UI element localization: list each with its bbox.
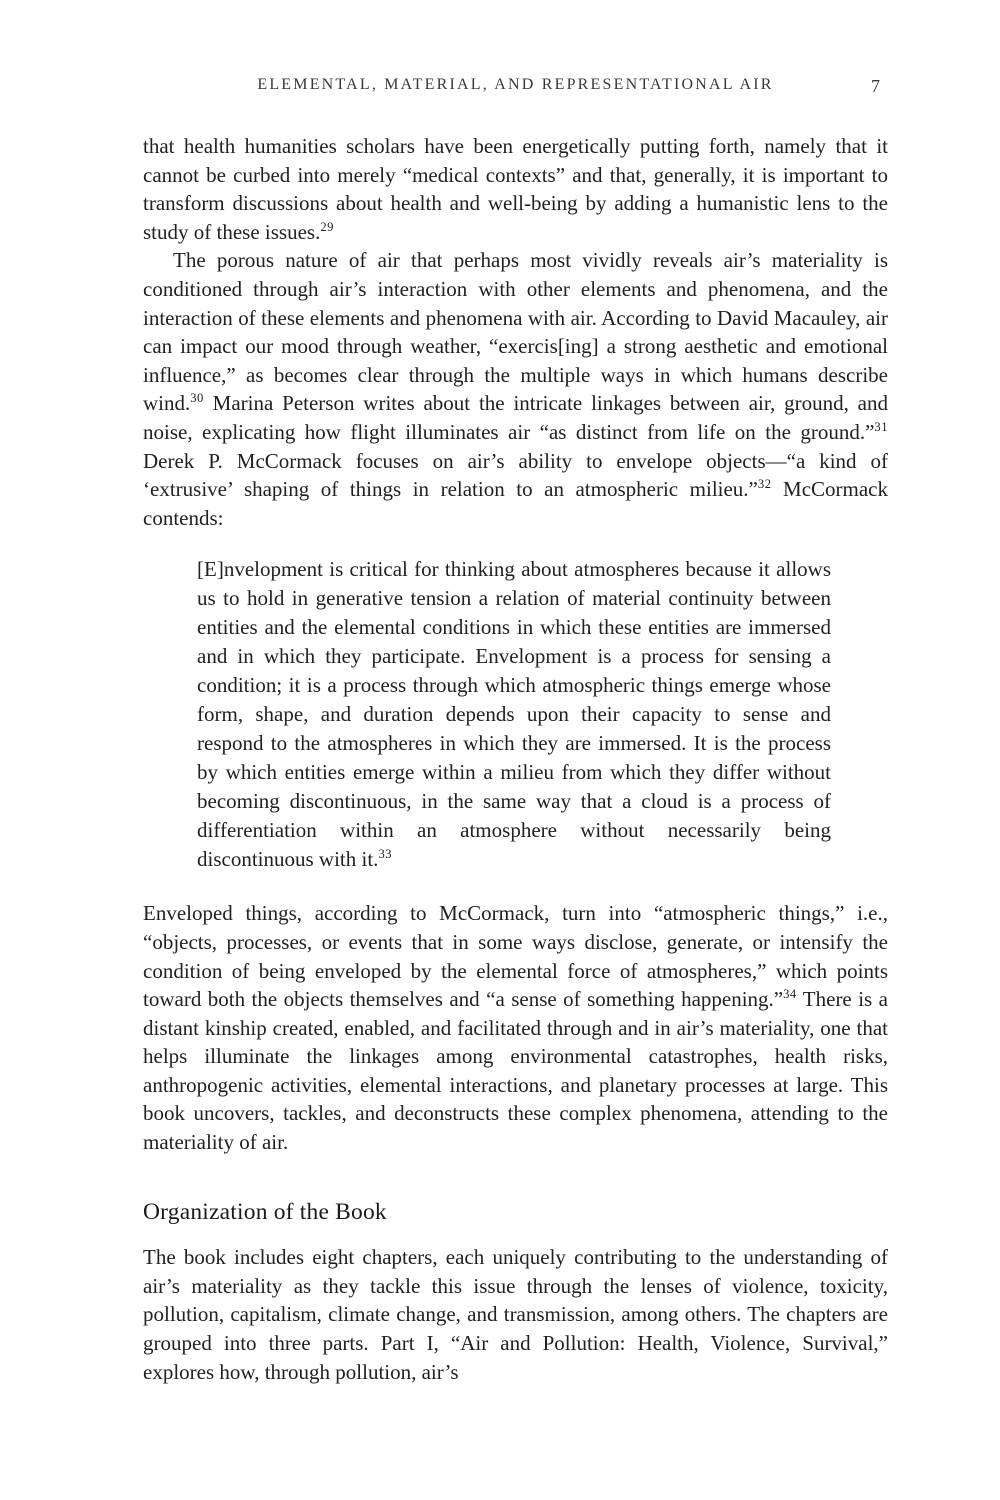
page-header [143, 76, 888, 100]
footnote-ref-32: 32 [757, 477, 772, 492]
paragraph-text: Marina Peterson writes about the intricate linkages between air, ground, and noise, explicating how flight illuminates air “as distinct from life on the ground.” [143, 391, 888, 444]
page-body [143, 132, 888, 1386]
quote-text: [E]nvelopment is critical for thinking about atmospheres because it allows us to hold in generative tension a relation of material continuity between entities and the elemental conditions in which these entities are immersed and in which they participate. Envelopment is a process for sensing a condition; it is a process through which atmospheric things emerge whose form, shape, and duration depends upon their capacity to sense and respond to the atmospheres in which they are immersed. It is the process by which entities emerge within a milieu from which they differ without becoming discontinuous, in the same way that a cloud is a process of differentiation within an atmosphere without necessarily being discontinuous with it. [197, 557, 831, 872]
paragraph-book-overview [143, 1243, 888, 1386]
paragraph-enveloped-things [143, 899, 888, 1156]
page-number: 7 [871, 76, 880, 96]
paragraph-text: that health humanities scholars have been energetically putting forth, namely that it cannot be curbed into merely “medical contexts” and that, generally, it is important to transform discussions about health and well-being by adding a humanistic lens to the study of these issues. [143, 134, 888, 244]
block-quote-mccormack [197, 555, 831, 874]
footnote-ref-33: 33 [378, 847, 393, 862]
paragraph-porous-air [143, 246, 888, 532]
paragraph-continuation [143, 132, 888, 246]
section-heading-organization: Organization of the Book [143, 1198, 387, 1225]
paragraph-text: The porous nature of air that perhaps most vividly reveals air’s materiality is conditioned through air’s interaction with other elements and phenomena, and the interaction of these elements and phenomena with air. According to David Macauley, air can impact our mood through weather, “exercis[ing] a strong aesthetic and emotional influence,” as becomes clear through the multiple ways in which humans describe wind. [143, 248, 888, 416]
paragraph-text: There is a distant kinship created, enabled, and facilitated through and in air’s materiality, one that helps illuminate the linkages among environmental catastrophes, health risks, anthropogenic activities, elemental interactions, and planetary processes at large. This book uncovers, tackles, and deconstructs these complex phenomena, attending to the materiality of air. [143, 987, 888, 1155]
footnote-ref-29: 29 [320, 219, 334, 234]
running-header-title: ELEMENTAL, MATERIAL, AND REPRESENTATIONAL AIR [257, 76, 774, 93]
footnote-ref-30: 30 [190, 391, 204, 406]
footnote-ref-34: 34 [783, 987, 797, 1002]
paragraph-text: Enveloped things, according to McCormack, turn into “atmospheric things,” i.e., “objects, processes, or events that in some ways disclose, generate, or intensify the condition of being enveloped by the elemental force of atmospheres,” which points toward both the objects themselves and “a sense of something happening.” [143, 901, 888, 1012]
paragraph-text: Derek P. McCormack focuses on air’s ability to envelope objects—“a kind of ‘extrusive’ shaping of things in relation to an atmospheric milieu.” [143, 448, 888, 502]
paragraph-text: The book includes eight chapters, each uniquely contributing to the understanding of air’s materiality as they tackle this issue through the lenses of violence, toxicity, pollution, capitalism, climate change, and transmission, among others. The chapters are grouped into three parts. Part I, “Air and Pollution: Health, Violence, Survival,” explores how, through pollution, air’s [143, 1245, 888, 1384]
footnote-ref-31: 31 [874, 419, 888, 434]
paragraph-text: McCormack contends: [143, 477, 888, 530]
